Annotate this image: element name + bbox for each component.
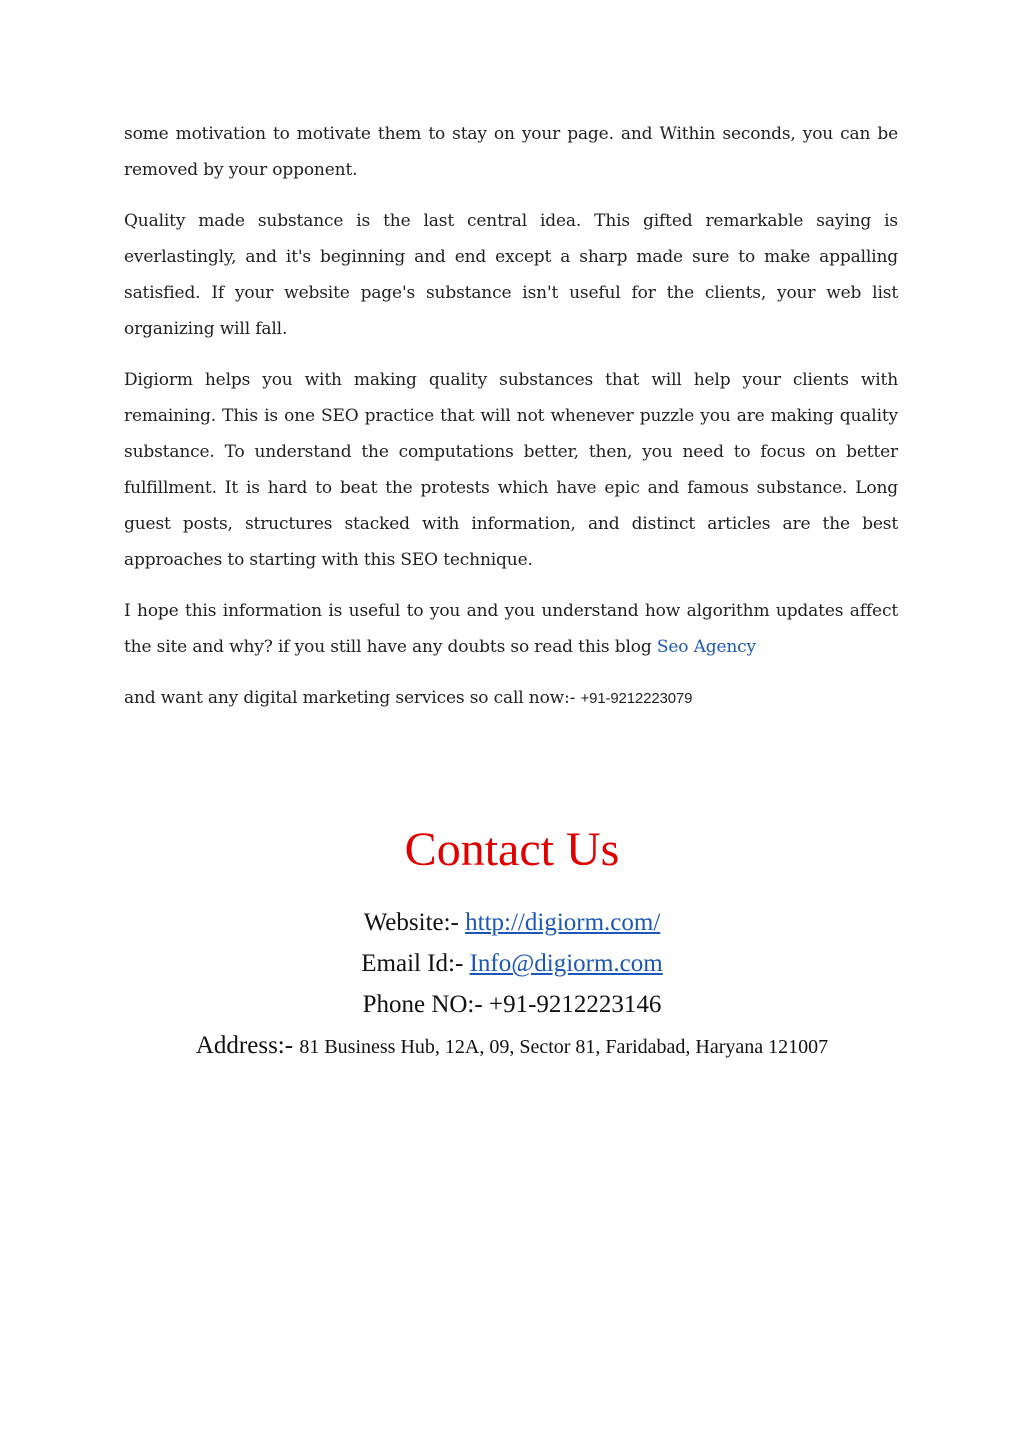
email-line [0, 943, 1024, 984]
closing-text: I hope this information is useful to you and you understand how algorithm updates affect the site and why? if you still have any doubts so read this blog [124, 601, 898, 657]
call-phone-number: +91-9212223079 [580, 690, 693, 707]
website-label: Website:- [363, 909, 459, 936]
paragraph-quality: Quality made substance is the last central idea. This gifted remarkable saying is everlastingly, and it's beginning and end except a sharp made sure to make appalling satisfied. If your website page's substance isn't useful for the clients, your web list organizing will fall. [124, 211, 898, 339]
contact-title: Contact Us [404, 823, 620, 876]
phone-line [0, 984, 1024, 1025]
contact-section [0, 818, 1024, 1068]
address-value: 81 Business Hub, 12A, 09, Sector 81, Faridabad, Haryana 121007 [299, 1036, 829, 1058]
article-body [124, 116, 898, 732]
address-line [0, 1025, 1024, 1068]
paragraph-intro: some motivation to motivate them to stay on your page. and Within seconds, you can be removed by your opponent. [124, 124, 898, 180]
email-link[interactable]: Info@digiorm.com [469, 950, 663, 977]
phone-label: Phone NO:- [362, 991, 483, 1018]
website-link[interactable]: http://digiorm.com/ [465, 909, 661, 936]
email-label: Email Id:- [361, 950, 464, 977]
website-line [0, 902, 1024, 943]
paragraph-digiorm: Digiorm helps you with making quality substances that will help your clients with remaining. This is one SEO practice that will not whenever puzzle you are making quality substance. To understand the computations better, then, you need to focus on better fulfillment. It is hard to beat the protests which have epic and famous substance. Long guest posts, structures stacked with information, and distinct articles are the best approaches to starting with this SEO technique. [124, 370, 898, 570]
seo-agency-link[interactable]: Seo Agency [656, 637, 756, 657]
paragraph-closing [124, 593, 898, 665]
paragraph-call [124, 680, 898, 717]
phone-value: +91-9212223146 [488, 991, 662, 1018]
call-text: and want any digital marketing services so call now:- [124, 688, 576, 708]
address-label: Address:- [195, 1032, 294, 1059]
